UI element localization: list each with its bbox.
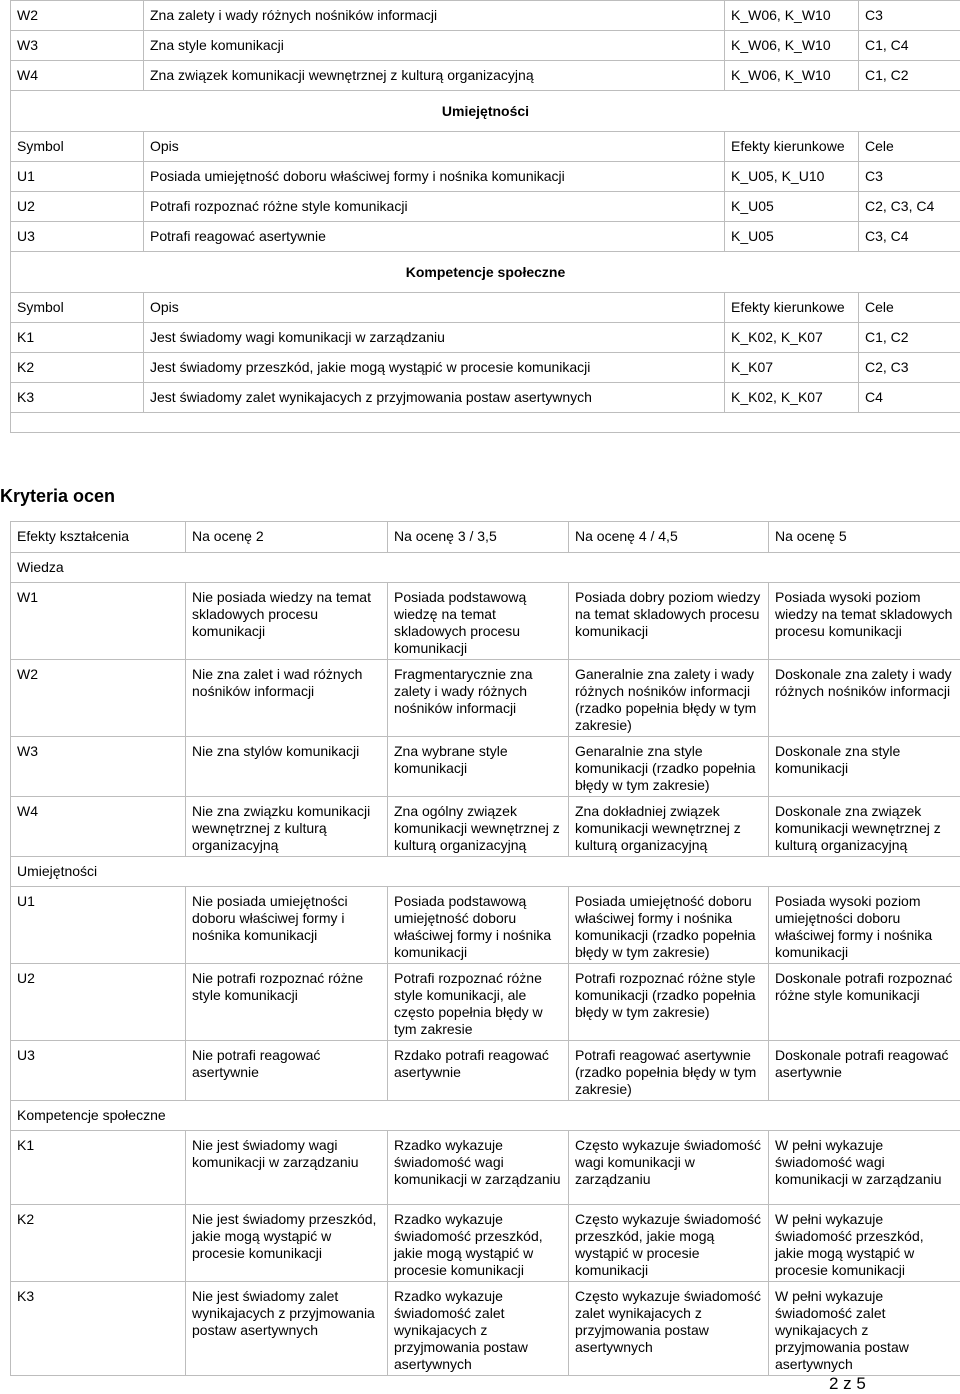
criteria-grade-cell: Genaralnie zna style komunikacji (rzadko popełnia błędy w tym zakresie): [569, 737, 769, 797]
page-number: 2 z 5: [829, 1374, 866, 1394]
column-header-cele: Cele: [859, 132, 960, 162]
criteria-grade-cell: Doskonale zna związek komunikacji wewnętrznej z kulturą organizacyjną: [769, 797, 960, 857]
column-header-efekty: Efekty kierunkowe: [725, 293, 859, 323]
section-title: Kompetencje społeczne: [11, 252, 960, 293]
criteria-grade-cell: Nie zna stylów komunikacji: [186, 737, 388, 797]
outcome-cele: C1, C2: [859, 323, 960, 353]
criteria-grade-cell: W pełni wykazuje świadomość wagi komunikacji w zarządzaniu: [769, 1131, 960, 1205]
outcome-cele: C1, C4: [859, 31, 960, 61]
spacer: [11, 413, 960, 433]
header-row: [11, 293, 960, 323]
criteria-symbol: K1: [11, 1131, 186, 1205]
criteria-category: Umiejętności: [11, 857, 960, 887]
outcome-opis: Potrafi rozpoznać różne style komunikacji: [144, 192, 725, 222]
outcome-cele: C3, C4: [859, 222, 960, 252]
outcome-cele: C3: [859, 1, 960, 31]
outcome-symbol: K2: [11, 353, 144, 383]
spacer-row: [11, 413, 960, 433]
criteria-grade-cell: Nie jest świadomy wagi komunikacji w zarządzaniu: [186, 1131, 388, 1205]
criteria-grade-cell: Rzadko wykazuje świadomość zalet wynikajacych z przyjmowania postaw asertywnych: [388, 1282, 569, 1376]
criteria-grade-cell: Posiada umiejętność doboru właściwej formy i nośnika komunikacji (rzadko popełnia błędy w tym zakresie): [569, 887, 769, 964]
outcome-symbol: K1: [11, 323, 144, 353]
criteria-grade-cell: Nie posiada wiedzy na temat skladowych procesu komunikacji: [186, 583, 388, 660]
criteria-grade-cell: Potrafi rozpoznać różne style komunikacji, ale często popełnia błędy w tym zakresie: [388, 964, 569, 1041]
outcome-opis: Jest świadomy zalet wynikajacych z przyjmowania postaw asertywnych: [144, 383, 725, 413]
column-header-symbol: Symbol: [11, 132, 144, 162]
header-row: [11, 132, 960, 162]
column-header-efekty: Efekty kierunkowe: [725, 132, 859, 162]
criteria-grade-cell: Posiada wysoki poziom wiedzy na temat skladowych procesu komunikacji: [769, 583, 960, 660]
criteria-grade-cell: Doskonale potrafi reagować asertywnie: [769, 1041, 960, 1101]
criteria-row: [11, 1205, 960, 1282]
criteria-grade-cell: Nie zna związku komunikacji wewnętrznej z kulturą organizacyjną: [186, 797, 388, 857]
outcome-efekty: K_K07: [725, 353, 859, 383]
outcome-opis: Zna style komunikacji: [144, 31, 725, 61]
criteria-grade-cell: Nie posiada umiejętności doboru właściwej formy i nośnika komunikacji: [186, 887, 388, 964]
criteria-symbol: W3: [11, 737, 186, 797]
outcome-symbol: K3: [11, 383, 144, 413]
criteria-symbol: U1: [11, 887, 186, 964]
criteria-grade-cell: Ganeralnie zna zalety i wady różnych nośników informacji (rzadko popełnia błędy w tym zakresie): [569, 660, 769, 737]
criteria-column-header: Na ocenę 5: [769, 522, 960, 553]
criteria-symbol: U3: [11, 1041, 186, 1101]
column-header-opis: Opis: [144, 293, 725, 323]
outcome-opis: Zna zalety i wady różnych nośników informacji: [144, 1, 725, 31]
criteria-grade-cell: W pełni wykazuje świadomość zalet wynikajacych z przyjmowania postaw asertywnych: [769, 1282, 960, 1376]
outcome-symbol: W3: [11, 31, 144, 61]
grading-criteria-table: [10, 521, 960, 1376]
criteria-column-header: Efekty kształcenia: [11, 522, 186, 553]
outcome-efekty: K_U05: [725, 192, 859, 222]
criteria-category: Wiedza: [11, 553, 960, 583]
criteria-grade-cell: Fragmentarycznie zna zalety i wady różnych nośników informacji: [388, 660, 569, 737]
criteria-grade-cell: Posiada podstawową umiejętność doboru właściwej formy i nośnika komunikacji: [388, 887, 569, 964]
learning-outcomes-table: [10, 0, 960, 433]
criteria-grade-cell: Rzadko wykazuje świadomość wagi komunikacji w zarządzaniu: [388, 1131, 569, 1205]
outcome-row: [11, 353, 960, 383]
criteria-grade-cell: Posiada dobry poziom wiedzy na temat skladowych procesu komunikacji: [569, 583, 769, 660]
criteria-row: [11, 797, 960, 857]
outcome-symbol: U1: [11, 162, 144, 192]
outcome-cele: C2, C3, C4: [859, 192, 960, 222]
outcome-symbol: W2: [11, 1, 144, 31]
criteria-symbol: U2: [11, 964, 186, 1041]
criteria-grade-cell: Doskonale zna style komunikacji: [769, 737, 960, 797]
outcome-cele: C3: [859, 162, 960, 192]
outcome-opis: Posiada umiejętność doboru właściwej formy i nośnika komunikacji: [144, 162, 725, 192]
outcome-efekty: K_W06, K_W10: [725, 61, 859, 91]
outcome-opis: Jest świadomy przeszkód, jakie mogą wystąpić w procesie komunikacji: [144, 353, 725, 383]
column-header-opis: Opis: [144, 132, 725, 162]
outcome-row: [11, 162, 960, 192]
criteria-row: [11, 964, 960, 1041]
section-title-row: [11, 91, 960, 132]
outcome-efekty: K_U05: [725, 222, 859, 252]
criteria-grade-cell: Posiada podstawową wiedzę na temat skladowych procesu komunikacji: [388, 583, 569, 660]
criteria-row: [11, 1131, 960, 1205]
criteria-symbol: K2: [11, 1205, 186, 1282]
outcome-row: [11, 323, 960, 353]
outcome-symbol: W4: [11, 61, 144, 91]
outcome-cele: C4: [859, 383, 960, 413]
criteria-category-row: [11, 857, 960, 887]
criteria-heading: Kryteria ocen: [0, 486, 115, 507]
criteria-grade-cell: Doskonale potrafi rozpoznać różne style komunikacji: [769, 964, 960, 1041]
criteria-row: [11, 1041, 960, 1101]
outcome-row: [11, 61, 960, 91]
outcome-efekty: K_W06, K_W10: [725, 1, 859, 31]
column-header-symbol: Symbol: [11, 293, 144, 323]
outcome-symbol: U2: [11, 192, 144, 222]
criteria-row: [11, 1282, 960, 1376]
criteria-grade-cell: Nie potrafi reagować asertywnie: [186, 1041, 388, 1101]
outcome-cele: C1, C2: [859, 61, 960, 91]
column-header-cele: Cele: [859, 293, 960, 323]
criteria-symbol: W2: [11, 660, 186, 737]
outcome-row: [11, 383, 960, 413]
criteria-category-row: [11, 1101, 960, 1131]
criteria-row: [11, 583, 960, 660]
outcome-opis: Zna związek komunikacji wewnętrznej z kulturą organizacyjną: [144, 61, 725, 91]
outcome-efekty: K_K02, K_K07: [725, 323, 859, 353]
criteria-row: [11, 660, 960, 737]
criteria-grade-cell: W pełni wykazuje świadomość przeszkód, jakie mogą wystąpić w procesie komunikacji: [769, 1205, 960, 1282]
criteria-row: [11, 737, 960, 797]
criteria-symbol: W4: [11, 797, 186, 857]
criteria-grade-cell: Zna ogólny związek komunikacji wewnętrznej z kulturą organizacyjną: [388, 797, 569, 857]
criteria-grade-cell: Często wykazuje świadomość zalet wynikajacych z przyjmowania postaw asertywnych: [569, 1282, 769, 1376]
criteria-grade-cell: Zna dokładniej związek komunikacji wewnętrznej z kulturą organizacyjną: [569, 797, 769, 857]
section-title: Umiejętności: [11, 91, 960, 132]
criteria-grade-cell: Nie jest świadomy zalet wynikajacych z przyjmowania postaw asertywnych: [186, 1282, 388, 1376]
criteria-header-row: [11, 522, 960, 553]
criteria-symbol: K3: [11, 1282, 186, 1376]
outcome-row: [11, 222, 960, 252]
criteria-grade-cell: Rzadko wykazuje świadomość przeszkód, jakie mogą wystąpić w procesie komunikacji: [388, 1205, 569, 1282]
outcome-row: [11, 192, 960, 222]
criteria-column-header: Na ocenę 3 / 3,5: [388, 522, 569, 553]
criteria-grade-cell: Nie potrafi rozpoznać różne style komunikacji: [186, 964, 388, 1041]
criteria-symbol: W1: [11, 583, 186, 660]
criteria-row: [11, 887, 960, 964]
criteria-grade-cell: Często wykazuje świadomość wagi komunikacji w zarządzaniu: [569, 1131, 769, 1205]
criteria-grade-cell: Doskonale zna zalety i wady różnych nośników informacji: [769, 660, 960, 737]
criteria-grade-cell: Nie zna zalet i wad różnych nośników informacji: [186, 660, 388, 737]
criteria-column-header: Na ocenę 2: [186, 522, 388, 553]
criteria-category: Kompetencje społeczne: [11, 1101, 960, 1131]
outcome-row: [11, 31, 960, 61]
criteria-grade-cell: Potrafi reagować asertywnie (rzadko popełnia błędy w tym zakresie): [569, 1041, 769, 1101]
outcome-row: [11, 1, 960, 31]
criteria-grade-cell: Rzdako potrafi reagować asertywnie: [388, 1041, 569, 1101]
outcome-opis: Potrafi reagować asertywnie: [144, 222, 725, 252]
outcome-opis: Jest świadomy wagi komunikacji w zarządzaniu: [144, 323, 725, 353]
section-title-row: [11, 252, 960, 293]
outcome-efekty: K_K02, K_K07: [725, 383, 859, 413]
criteria-grade-cell: Potrafi rozpoznać różne style komunikacji (rzadko popełnia błędy w tym zakresie): [569, 964, 769, 1041]
criteria-grade-cell: Posiada wysoki poziom umiejętności doboru właściwej formy i nośnika komunikacji: [769, 887, 960, 964]
outcome-cele: C2, C3: [859, 353, 960, 383]
criteria-grade-cell: Nie jest świadomy przeszkód, jakie mogą wystąpić w procesie komunikacji: [186, 1205, 388, 1282]
outcome-symbol: U3: [11, 222, 144, 252]
criteria-category-row: [11, 553, 960, 583]
outcome-efekty: K_U05, K_U10: [725, 162, 859, 192]
criteria-column-header: Na ocenę 4 / 4,5: [569, 522, 769, 553]
criteria-grade-cell: Często wykazuje świadomość przeszkód, jakie mogą wystąpić w procesie komunikacji: [569, 1205, 769, 1282]
criteria-grade-cell: Zna wybrane style komunikacji: [388, 737, 569, 797]
outcome-efekty: K_W06, K_W10: [725, 31, 859, 61]
